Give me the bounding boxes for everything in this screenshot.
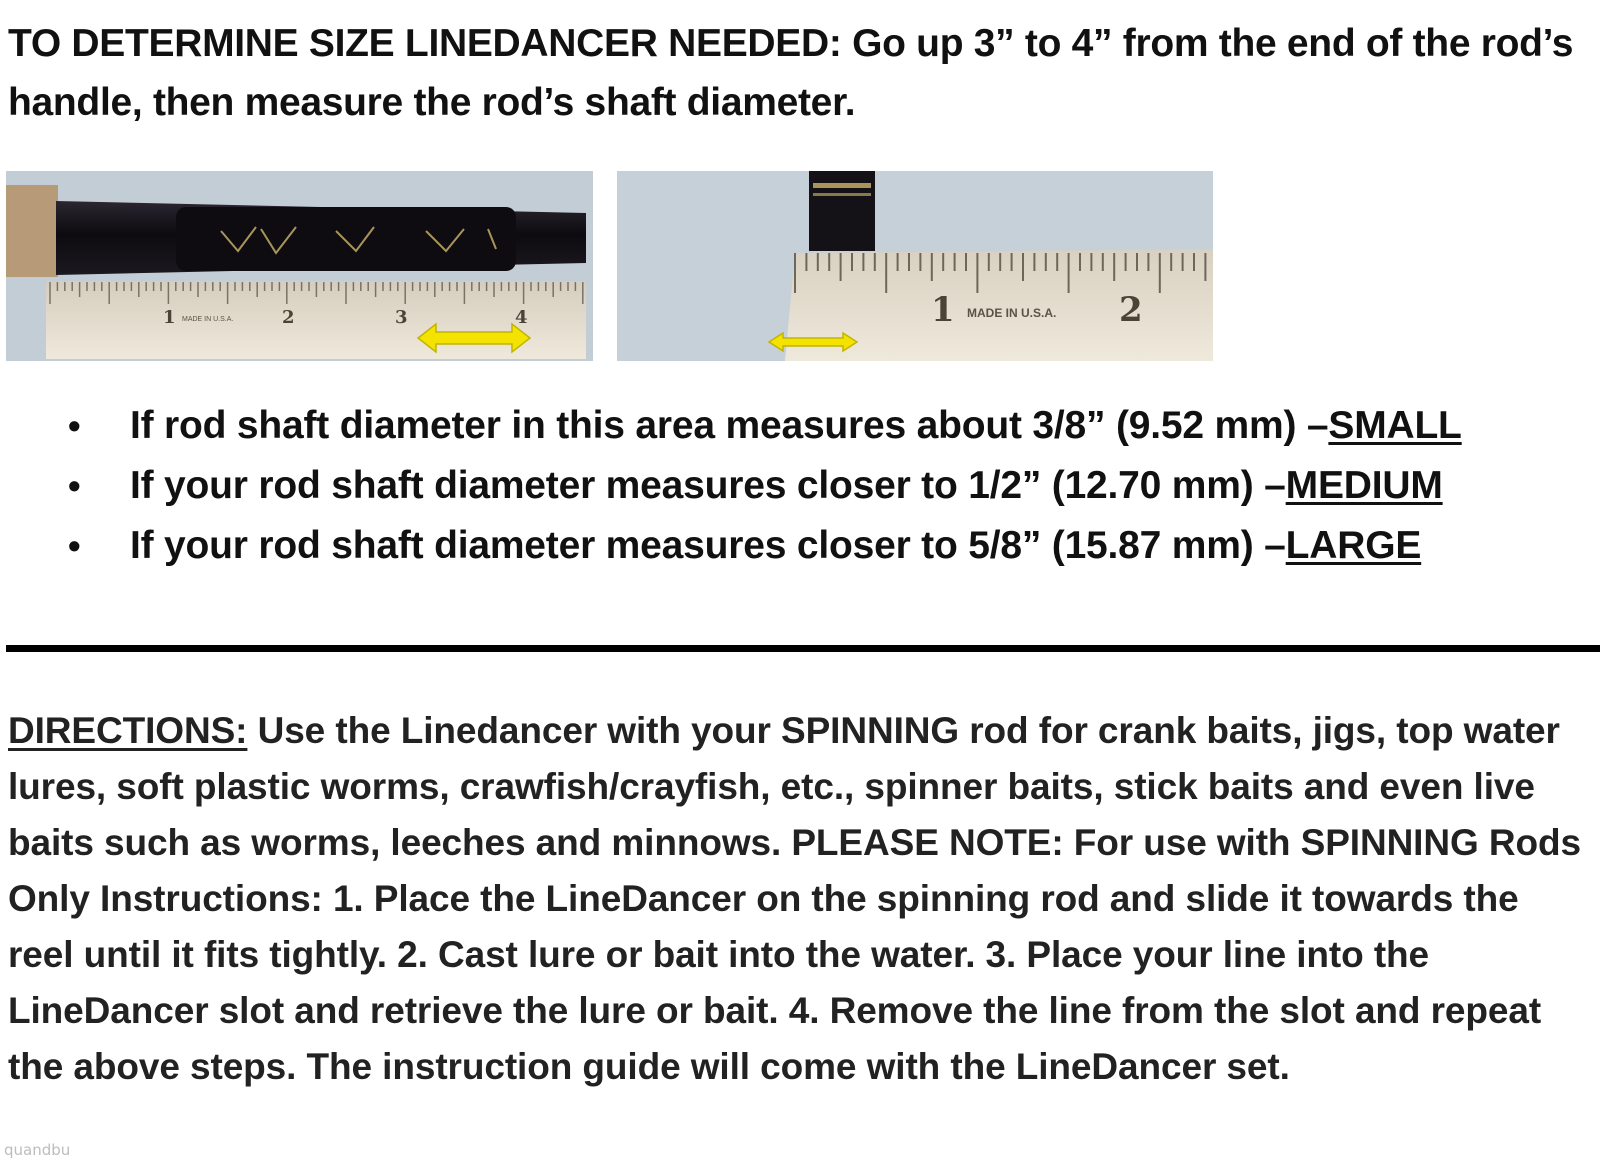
size-label-medium: MEDIUM [1285,464,1443,507]
size-label-large: LARGE [1285,524,1422,567]
rod-handle-photo [6,171,593,361]
size-item-large [60,516,1560,576]
ruler-number-1: 1 [931,290,955,330]
ruler-number-3: 3 [395,307,408,328]
ruler-imprint: MADE IN U.S.A. [967,306,1057,320]
rod-end-photo [617,171,1213,361]
ruler-number-4: 4 [515,307,528,328]
directions-paragraph [8,703,1593,1095]
bullet: • [68,525,81,566]
size-item-text: If your rod shaft diameter measures closer to 1/2” (12.70 mm) – [130,464,1286,507]
ruler-number-1: 1 [163,307,176,328]
cork-grip [6,185,58,277]
directions-label: DIRECTIONS: [8,710,248,751]
size-label-small: SMALL [1328,404,1462,447]
size-item-small [60,396,1560,456]
ruler-number-2: 2 [282,307,295,328]
size-heading-text: Go up 3” to 4” from the end of the rod’s handle, then measure the rod’s shaft diameter. [8,22,1574,124]
watermark: quandbu [4,1141,71,1159]
directions-text: Use the Linedancer with your SPINNING rod for crank baits, jigs, top water lures, soft plastic worms, crawfish/crayfish, etc., spinner baits, stick baits and even live baits such as worms, leeches and minnows. PLEASE NOTE: For use with SPINNING Rods Only Instructions: 1. Place the LineDancer on the spinning rod and slide it towards the reel until it fits tightly. 2. Cast lure or bait into the water. 3. Place your line into the LineDancer slot and retrieve the lure or bait. 4. Remove the line from the slot and repeat the above steps. The instruction guide will come with the LineDancer set. [8,710,1581,1087]
size-heading-lead: TO DETERMINE SIZE LINEDANCER NEEDED: [8,22,842,65]
bullet: • [68,465,81,506]
size-list [60,396,1560,576]
bullet: • [68,405,81,446]
size-heading [8,14,1578,132]
section-divider [6,645,1600,652]
ruler-imprint: MADE IN U.S.A. [182,316,234,323]
size-item-text: If your rod shaft diameter measures closer to 5/8” (15.87 mm) – [130,524,1286,567]
size-item-text: If rod shaft diameter in this area measures about 3/8” (9.52 mm) – [130,404,1329,447]
size-item-medium [60,456,1560,516]
ruler-number-2: 2 [1119,290,1143,330]
